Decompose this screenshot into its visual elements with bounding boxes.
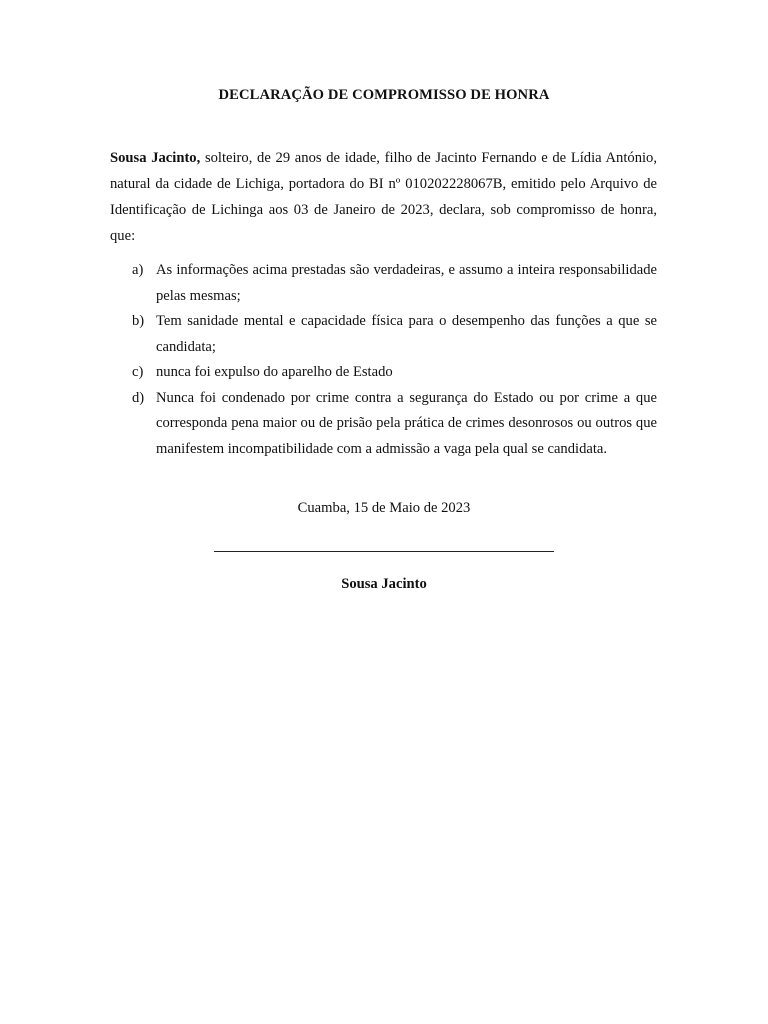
list-marker: b)	[132, 313, 145, 329]
declarant-name: Sousa Jacinto,	[110, 150, 201, 166]
signature-line	[214, 551, 554, 552]
list-item-text: Nunca foi condenado por crime contra a segurança do Estado ou por crime a que corresponda pena maior ou de prisão pela prática de crimes desonrosos ou outros que manifestem incompatibilidade com a admissão a vaga pela qual se candidata.	[156, 389, 657, 457]
declaration-list	[110, 258, 657, 462]
list-marker: c)	[132, 364, 144, 380]
signer-name: Sousa Jacinto	[341, 576, 427, 592]
place-and-date: Cuamba, 15 de Maio de 2023	[297, 500, 471, 516]
list-item	[110, 386, 657, 463]
list-item	[110, 360, 657, 386]
list-item	[110, 258, 657, 309]
list-item-text: As informações acima prestadas são verdadeiras, e assumo a inteira responsabilidade pelas mesmas;	[156, 262, 657, 304]
list-item-text: nunca foi expulso do aparelho de Estado	[156, 364, 393, 380]
list-item	[110, 309, 657, 360]
list-item-text: Tem sanidade mental e capacidade física para o desempenho das funções a que se candidata;	[156, 313, 657, 355]
intro-paragraph	[110, 145, 657, 249]
document-title: DECLARAÇÃO DE COMPROMISSO DE HONRA	[218, 87, 550, 103]
list-marker: a)	[132, 262, 144, 278]
list-marker: d)	[132, 389, 145, 406]
intro-text: solteiro, de 29 anos de idade, filho de Jacinto Fernando e de Lídia António, natural da cidade de Lichiga, portadora do BI nº 010202228067B, emitido pelo Arquivo de Identificação de Lichinga aos 03 de Janeiro de 2023, declara, sob compromisso de honra, que:	[110, 150, 657, 244]
